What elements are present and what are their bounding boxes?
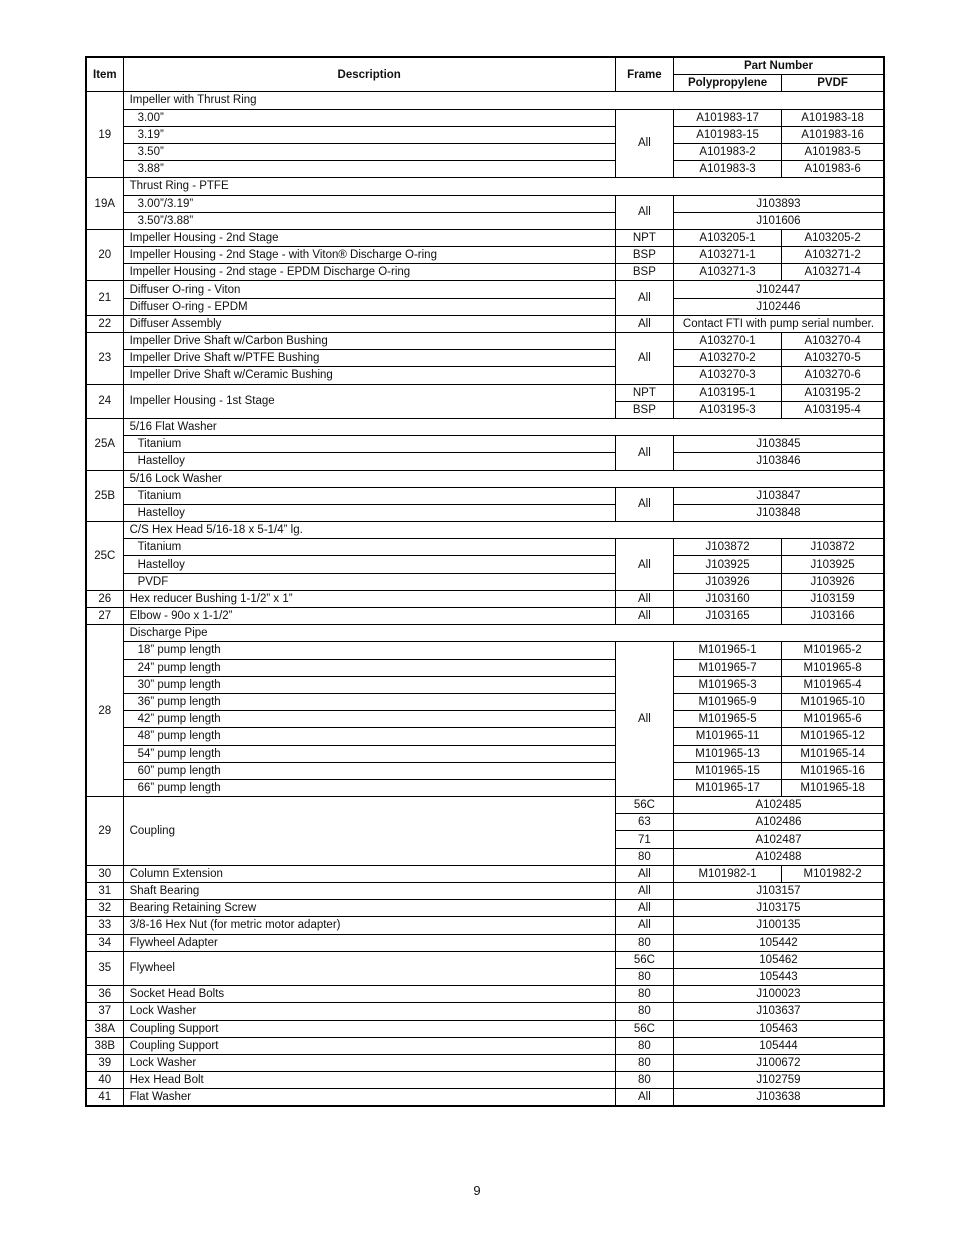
- table-row: [86, 315, 884, 332]
- polypropylene-part-cell: J103872: [673, 539, 781, 556]
- part-number-cell: J103637: [673, 1003, 884, 1020]
- table-row: [86, 504, 884, 521]
- frame-cell: All: [615, 590, 673, 607]
- table-row: [86, 625, 884, 642]
- part-number-cell: Contact FTI with pump serial number.: [673, 315, 884, 332]
- part-number-cell: J103157: [673, 883, 884, 900]
- part-number-cell: A102485: [673, 797, 884, 814]
- pvdf-part-cell: A101983-6: [782, 161, 884, 178]
- description-cell: Impeller Drive Shaft w/Ceramic Bushing: [123, 367, 615, 384]
- polypropylene-part-cell: M101965-15: [673, 762, 781, 779]
- pvdf-part-cell: J103926: [782, 573, 884, 590]
- spacer-cell: [615, 625, 884, 642]
- table-row: [86, 900, 884, 917]
- frame-cell: All: [615, 1089, 673, 1107]
- polypropylene-part-cell: A103270-2: [673, 350, 781, 367]
- spacer-cell: [615, 178, 884, 195]
- part-number-cell: J103638: [673, 1089, 884, 1107]
- frame-cell: All: [615, 487, 673, 521]
- frame-cell: 63: [615, 814, 673, 831]
- part-number-cell: J103175: [673, 900, 884, 917]
- table-row: [86, 522, 884, 539]
- description-cell: Bearing Retaining Screw: [123, 900, 615, 917]
- description-cell: PVDF: [123, 573, 615, 590]
- table-row: [86, 281, 884, 298]
- spacer-cell: [615, 522, 884, 539]
- spacer-cell: [615, 418, 884, 435]
- polypropylene-part-cell: A103271-3: [673, 264, 781, 281]
- frame-cell: All: [615, 436, 673, 470]
- table-row: [86, 333, 884, 350]
- pvdf-part-cell: A101983-5: [782, 143, 884, 160]
- pvdf-part-cell: M101965-16: [782, 762, 884, 779]
- polypropylene-part-cell: M101965-7: [673, 659, 781, 676]
- table-row: [86, 212, 884, 229]
- part-number-cell: 105442: [673, 934, 884, 951]
- frame-cell: BSP: [615, 264, 673, 281]
- polypropylene-part-cell: J103165: [673, 608, 781, 625]
- polypropylene-part-cell: A101983-2: [673, 143, 781, 160]
- spacer-cell: [615, 470, 884, 487]
- frame-cell: 56C: [615, 797, 673, 814]
- description-cell: Lock Washer: [123, 1003, 615, 1020]
- table-row: [86, 470, 884, 487]
- table-row: [86, 883, 884, 900]
- table-row: [86, 247, 884, 264]
- frame-cell: 56C: [615, 951, 673, 968]
- table-row: [86, 264, 884, 281]
- header-part-number: Part Number: [673, 57, 884, 75]
- polypropylene-part-cell: A101983-3: [673, 161, 781, 178]
- table-row: [86, 126, 884, 143]
- description-cell: Hastelloy: [123, 504, 615, 521]
- description-cell: Socket Head Bolts: [123, 986, 615, 1003]
- description-cell: 54” pump length: [123, 745, 615, 762]
- item-number: 37: [86, 1003, 123, 1020]
- item-number: 20: [86, 229, 123, 281]
- table-row: [86, 178, 884, 195]
- part-number-cell: J102759: [673, 1072, 884, 1089]
- pvdf-part-cell: A103270-6: [782, 367, 884, 384]
- table-row: [86, 298, 884, 315]
- description-cell: Shaft Bearing: [123, 883, 615, 900]
- part-number-cell: J103893: [673, 195, 884, 212]
- pvdf-part-cell: A103271-2: [782, 247, 884, 264]
- item-number: 26: [86, 590, 123, 607]
- description-cell: Column Extension: [123, 865, 615, 882]
- table-row: [86, 779, 884, 796]
- table-row: [86, 693, 884, 710]
- pvdf-part-cell: J103159: [782, 590, 884, 607]
- description-cell: 3.19”: [123, 126, 615, 143]
- table-row: [86, 367, 884, 384]
- description-cell: Titanium: [123, 436, 615, 453]
- table-row: [86, 865, 884, 882]
- polypropylene-part-cell: J103926: [673, 573, 781, 590]
- description-cell: Lock Washer: [123, 1054, 615, 1071]
- pvdf-part-cell: J103872: [782, 539, 884, 556]
- group-title: Impeller with Thrust Ring: [123, 92, 615, 109]
- pvdf-part-cell: A103271-4: [782, 264, 884, 281]
- parts-table-body: [86, 92, 884, 1107]
- part-number-cell: 105444: [673, 1037, 884, 1054]
- frame-cell: All: [615, 900, 673, 917]
- part-number-cell: J102447: [673, 281, 884, 298]
- description-cell: 3.88”: [123, 161, 615, 178]
- table-row: [86, 161, 884, 178]
- pvdf-part-cell: A101983-18: [782, 109, 884, 126]
- table-row: [86, 1072, 884, 1089]
- table-row: [86, 797, 884, 814]
- description-cell: Coupling: [123, 797, 615, 866]
- table-row: [86, 676, 884, 693]
- frame-cell: 80: [615, 1003, 673, 1020]
- frame-cell: All: [615, 642, 673, 797]
- polypropylene-part-cell: M101982-1: [673, 865, 781, 882]
- description-cell: 36” pump length: [123, 693, 615, 710]
- table-row: [86, 229, 884, 246]
- table-row: [86, 453, 884, 470]
- item-number: 36: [86, 986, 123, 1003]
- part-number-cell: J103848: [673, 504, 884, 521]
- frame-cell: All: [615, 917, 673, 934]
- parts-table-container: [85, 56, 885, 1107]
- spacer-cell: [615, 92, 884, 109]
- frame-cell: 80: [615, 848, 673, 865]
- item-number: 40: [86, 1072, 123, 1089]
- table-row: [86, 642, 884, 659]
- part-number-cell: J101606: [673, 212, 884, 229]
- description-cell: 24” pump length: [123, 659, 615, 676]
- table-row: [86, 608, 884, 625]
- pvdf-part-cell: M101965-18: [782, 779, 884, 796]
- description-cell: Flat Washer: [123, 1089, 615, 1107]
- item-number: 24: [86, 384, 123, 418]
- frame-cell: All: [615, 865, 673, 882]
- part-number-cell: 105443: [673, 968, 884, 985]
- page-number: 9: [473, 1183, 481, 1198]
- polypropylene-part-cell: M101965-13: [673, 745, 781, 762]
- part-number-cell: J103847: [673, 487, 884, 504]
- frame-cell: All: [615, 333, 673, 385]
- frame-cell: All: [615, 539, 673, 591]
- part-number-cell: 105463: [673, 1020, 884, 1037]
- group-title: Discharge Pipe: [123, 625, 615, 642]
- frame-cell: All: [615, 883, 673, 900]
- frame-cell: All: [615, 281, 673, 315]
- item-number: 27: [86, 608, 123, 625]
- description-cell: Impeller Housing - 2nd Stage - with Viton® Discharge O-ring: [123, 247, 615, 264]
- part-number-cell: J103846: [673, 453, 884, 470]
- item-number: 35: [86, 951, 123, 985]
- table-row: [86, 1089, 884, 1107]
- polypropylene-part-cell: J103160: [673, 590, 781, 607]
- frame-cell: 80: [615, 986, 673, 1003]
- description-cell: Impeller Housing - 2nd stage - EPDM Discharge O-ring: [123, 264, 615, 281]
- item-number: 38A: [86, 1020, 123, 1037]
- pvdf-part-cell: M101965-8: [782, 659, 884, 676]
- description-cell: 3.50”/3.88”: [123, 212, 615, 229]
- frame-cell: NPT: [615, 229, 673, 246]
- description-cell: Diffuser Assembly: [123, 315, 615, 332]
- frame-cell: 80: [615, 1037, 673, 1054]
- table-row: [86, 109, 884, 126]
- description-cell: 30” pump length: [123, 676, 615, 693]
- pvdf-part-cell: M101982-2: [782, 865, 884, 882]
- polypropylene-part-cell: A103205-1: [673, 229, 781, 246]
- polypropylene-part-cell: A103270-1: [673, 333, 781, 350]
- description-cell: 3.00”/3.19”: [123, 195, 615, 212]
- frame-cell: All: [615, 315, 673, 332]
- polypropylene-part-cell: M101965-5: [673, 711, 781, 728]
- table-row: [86, 1037, 884, 1054]
- table-row: [86, 350, 884, 367]
- description-cell: Diffuser O-ring - Viton: [123, 281, 615, 298]
- pvdf-part-cell: J103925: [782, 556, 884, 573]
- part-number-cell: A102486: [673, 814, 884, 831]
- description-cell: Titanium: [123, 539, 615, 556]
- item-number: 39: [86, 1054, 123, 1071]
- polypropylene-part-cell: A103270-3: [673, 367, 781, 384]
- polypropylene-part-cell: M101965-11: [673, 728, 781, 745]
- pvdf-part-cell: M101965-12: [782, 728, 884, 745]
- group-title: 5/16 Lock Washer: [123, 470, 615, 487]
- part-number-cell: A102487: [673, 831, 884, 848]
- table-row: [86, 539, 884, 556]
- description-cell: 66” pump length: [123, 779, 615, 796]
- pvdf-part-cell: A103195-4: [782, 401, 884, 418]
- polypropylene-part-cell: A103195-3: [673, 401, 781, 418]
- item-number: 25B: [86, 470, 123, 522]
- table-row: [86, 418, 884, 435]
- table-row: [86, 728, 884, 745]
- header-polypropylene: Polypropylene: [673, 75, 781, 92]
- polypropylene-part-cell: M101965-9: [673, 693, 781, 710]
- item-number: 31: [86, 883, 123, 900]
- table-row: [86, 195, 884, 212]
- description-cell: Hex Head Bolt: [123, 1072, 615, 1089]
- header-description: Description: [123, 57, 615, 92]
- table-row: [86, 762, 884, 779]
- part-number-cell: J103845: [673, 436, 884, 453]
- description-cell: Hastelloy: [123, 556, 615, 573]
- description-cell: Flywheel: [123, 951, 615, 985]
- pvdf-part-cell: A103195-2: [782, 384, 884, 401]
- table-row: [86, 986, 884, 1003]
- frame-cell: BSP: [615, 247, 673, 264]
- frame-cell: BSP: [615, 401, 673, 418]
- item-number: 25A: [86, 418, 123, 470]
- polypropylene-part-cell: J103925: [673, 556, 781, 573]
- table-row: [86, 590, 884, 607]
- table-row: [86, 934, 884, 951]
- part-number-cell: J102446: [673, 298, 884, 315]
- pvdf-part-cell: A101983-16: [782, 126, 884, 143]
- part-number-cell: 105462: [673, 951, 884, 968]
- description-cell: 3.50”: [123, 143, 615, 160]
- part-number-cell: J100672: [673, 1054, 884, 1071]
- description-cell: Coupling Support: [123, 1037, 615, 1054]
- description-cell: Flywheel Adapter: [123, 934, 615, 951]
- description-cell: Hastelloy: [123, 453, 615, 470]
- pvdf-part-cell: A103270-5: [782, 350, 884, 367]
- polypropylene-part-cell: A101983-15: [673, 126, 781, 143]
- header-item: Item: [86, 57, 123, 92]
- group-title: C/S Hex Head 5/16-18 x 5-1/4” lg.: [123, 522, 615, 539]
- item-number: 34: [86, 934, 123, 951]
- description-cell: Titanium: [123, 487, 615, 504]
- item-number: 29: [86, 797, 123, 866]
- pvdf-part-cell: M101965-10: [782, 693, 884, 710]
- part-number-cell: A102488: [673, 848, 884, 865]
- table-row: [86, 143, 884, 160]
- description-cell: 18” pump length: [123, 642, 615, 659]
- table-row: [86, 92, 884, 109]
- item-number: 19: [86, 92, 123, 178]
- table-row: [86, 573, 884, 590]
- description-cell: 3.00”: [123, 109, 615, 126]
- table-row: [86, 711, 884, 728]
- item-number: 19A: [86, 178, 123, 230]
- part-number-cell: J100135: [673, 917, 884, 934]
- frame-cell: All: [615, 195, 673, 229]
- frame-cell: 56C: [615, 1020, 673, 1037]
- table-row: [86, 745, 884, 762]
- pvdf-part-cell: M101965-6: [782, 711, 884, 728]
- table-row: [86, 951, 884, 968]
- item-number: 41: [86, 1089, 123, 1107]
- pvdf-part-cell: A103270-4: [782, 333, 884, 350]
- frame-cell: 80: [615, 968, 673, 985]
- description-cell: Hex reducer Bushing 1-1/2” x 1”: [123, 590, 615, 607]
- description-cell: 3/8-16 Hex Nut (for metric motor adapter): [123, 917, 615, 934]
- item-number: 22: [86, 315, 123, 332]
- frame-cell: All: [615, 608, 673, 625]
- pvdf-part-cell: M101965-2: [782, 642, 884, 659]
- table-row: [86, 436, 884, 453]
- polypropylene-part-cell: A101983-17: [673, 109, 781, 126]
- frame-cell: 80: [615, 934, 673, 951]
- header-frame: Frame: [615, 57, 673, 92]
- header-pvdf: PVDF: [782, 75, 884, 92]
- item-number: 21: [86, 281, 123, 315]
- polypropylene-part-cell: M101965-1: [673, 642, 781, 659]
- pvdf-part-cell: J103166: [782, 608, 884, 625]
- item-number: 30: [86, 865, 123, 882]
- part-number-cell: J100023: [673, 986, 884, 1003]
- description-cell: Impeller Housing - 2nd Stage: [123, 229, 615, 246]
- description-cell: Coupling Support: [123, 1020, 615, 1037]
- pvdf-part-cell: M101965-14: [782, 745, 884, 762]
- item-number: 25C: [86, 522, 123, 591]
- table-row: [86, 384, 884, 401]
- polypropylene-part-cell: M101965-3: [673, 676, 781, 693]
- group-title: Thrust Ring - PTFE: [123, 178, 615, 195]
- frame-cell: NPT: [615, 384, 673, 401]
- table-row: [86, 1020, 884, 1037]
- item-number: 32: [86, 900, 123, 917]
- frame-cell: 80: [615, 1072, 673, 1089]
- polypropylene-part-cell: A103195-1: [673, 384, 781, 401]
- description-cell: Elbow - 90o x 1-1/2”: [123, 608, 615, 625]
- description-cell: Impeller Housing - 1st Stage: [123, 384, 615, 418]
- table-row: [86, 659, 884, 676]
- table-row: [86, 917, 884, 934]
- description-cell: Diffuser O-ring - EPDM: [123, 298, 615, 315]
- table-row: [86, 1054, 884, 1071]
- table-row: [86, 487, 884, 504]
- description-cell: Impeller Drive Shaft w/Carbon Bushing: [123, 333, 615, 350]
- description-cell: Impeller Drive Shaft w/PTFE Bushing: [123, 350, 615, 367]
- frame-cell: 71: [615, 831, 673, 848]
- polypropylene-part-cell: M101965-17: [673, 779, 781, 796]
- table-row: [86, 1003, 884, 1020]
- pvdf-part-cell: A103205-2: [782, 229, 884, 246]
- item-number: 38B: [86, 1037, 123, 1054]
- polypropylene-part-cell: A103271-1: [673, 247, 781, 264]
- table-row: [86, 556, 884, 573]
- group-title: 5/16 Flat Washer: [123, 418, 615, 435]
- frame-cell: 80: [615, 1054, 673, 1071]
- item-number: 23: [86, 333, 123, 385]
- item-number: 28: [86, 625, 123, 797]
- pvdf-part-cell: M101965-4: [782, 676, 884, 693]
- description-cell: 42” pump length: [123, 711, 615, 728]
- item-number: 33: [86, 917, 123, 934]
- frame-cell: All: [615, 109, 673, 178]
- description-cell: 60” pump length: [123, 762, 615, 779]
- parts-table: [85, 56, 885, 1107]
- description-cell: 48” pump length: [123, 728, 615, 745]
